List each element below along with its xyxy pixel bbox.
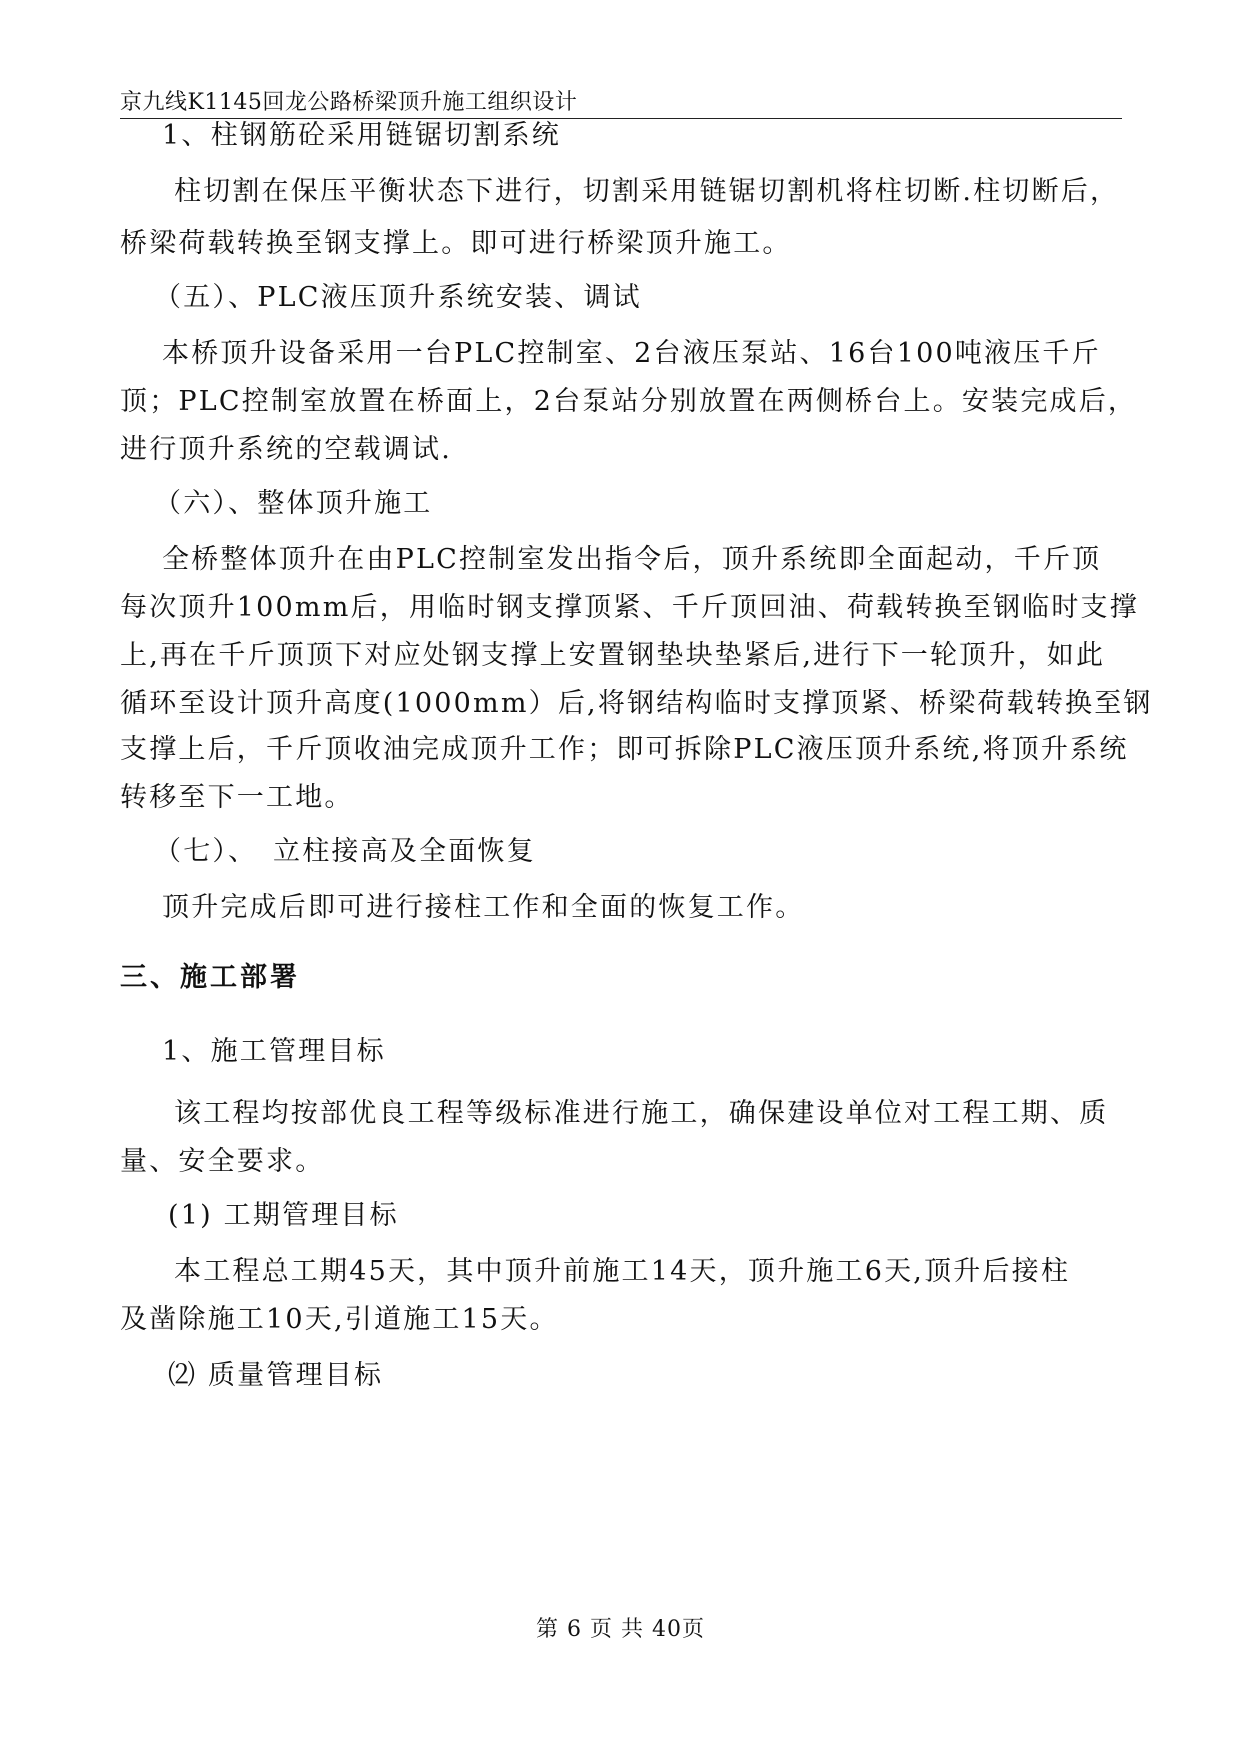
paragraph-line: 循环至设计顶升高度(1000mm）后,将钢结构临时支撑顶紧、桥梁荷载转换至钢	[120, 688, 1153, 719]
subsection-title: 1、施工管理目标	[162, 1036, 386, 1067]
subsection-title: 1、柱钢筋砼采用链锯切割系统	[162, 120, 561, 151]
paragraph-line: 顶；PLC控制室放置在桥面上，2台泵站分别放置在两侧桥台上。安装完成后，	[120, 386, 1138, 417]
paragraph-line: 及凿除施工10天,引道施工15天。	[120, 1304, 559, 1335]
subsection-title: （五）、PLC液压顶升系统安装、调试	[154, 282, 642, 313]
paragraph-line: 上,再在千斤顶顶下对应处钢支撑上安置钢垫块垫紧后,进行下一轮顶升，如此	[120, 640, 1106, 671]
paragraph-line: 柱切割在保压平衡状态下进行，切割采用链锯切割机将柱切断.柱切断后，	[174, 176, 1120, 207]
page-number: 第 6 页 共 40页	[536, 1617, 705, 1642]
paragraph-line: 桥梁荷载转换至钢支撑上。即可进行桥梁顶升施工。	[120, 228, 792, 259]
paragraph-line: 本工程总工期45天，其中顶升前施工14天，顶升施工6天,顶升后接柱	[174, 1256, 1071, 1287]
paragraph-line: 进行顶升系统的空载调试.	[120, 434, 452, 465]
paragraph-line: 转移至下一工地。	[120, 782, 354, 813]
document-title: 京九线K1145回龙公路桥梁顶升施工组织设计	[120, 90, 578, 115]
paragraph-line: 每次顶升100mm后，用临时钢支撑顶紧、千斤顶回油、荷载转换至钢临时支撑	[120, 592, 1139, 623]
paragraph-line: 顶升完成后即可进行接柱工作和全面的恢复工作。	[162, 892, 805, 923]
section-heading: 三、施工部署	[120, 962, 300, 993]
paragraph-line: 该工程均按部优良工程等级标准进行施工，确保建设单位对工程工期、质	[174, 1098, 1109, 1129]
paragraph-line: 全桥整体顶升在由PLC控制室发出指令后，顶升系统即全面起动，千斤顶	[162, 544, 1102, 575]
subsection-title: ⑵ 质量管理目标	[168, 1360, 384, 1391]
subsection-title: （七）、 立柱接高及全面恢复	[154, 836, 536, 867]
subsection-title: (1) 工期管理目标	[168, 1200, 399, 1231]
paragraph-line: 量、安全要求。	[120, 1146, 325, 1177]
paragraph-line: 本桥顶升设备采用一台PLC控制室、2台液压泵站、16台100吨液压千斤	[162, 338, 1101, 369]
page-header	[120, 86, 1122, 119]
paragraph-line: 支撑上后，千斤顶收油完成顶升工作；即可拆除PLC液压顶升系统,将顶升系统	[120, 734, 1129, 765]
subsection-title: （六）、整体顶升施工	[154, 488, 433, 519]
